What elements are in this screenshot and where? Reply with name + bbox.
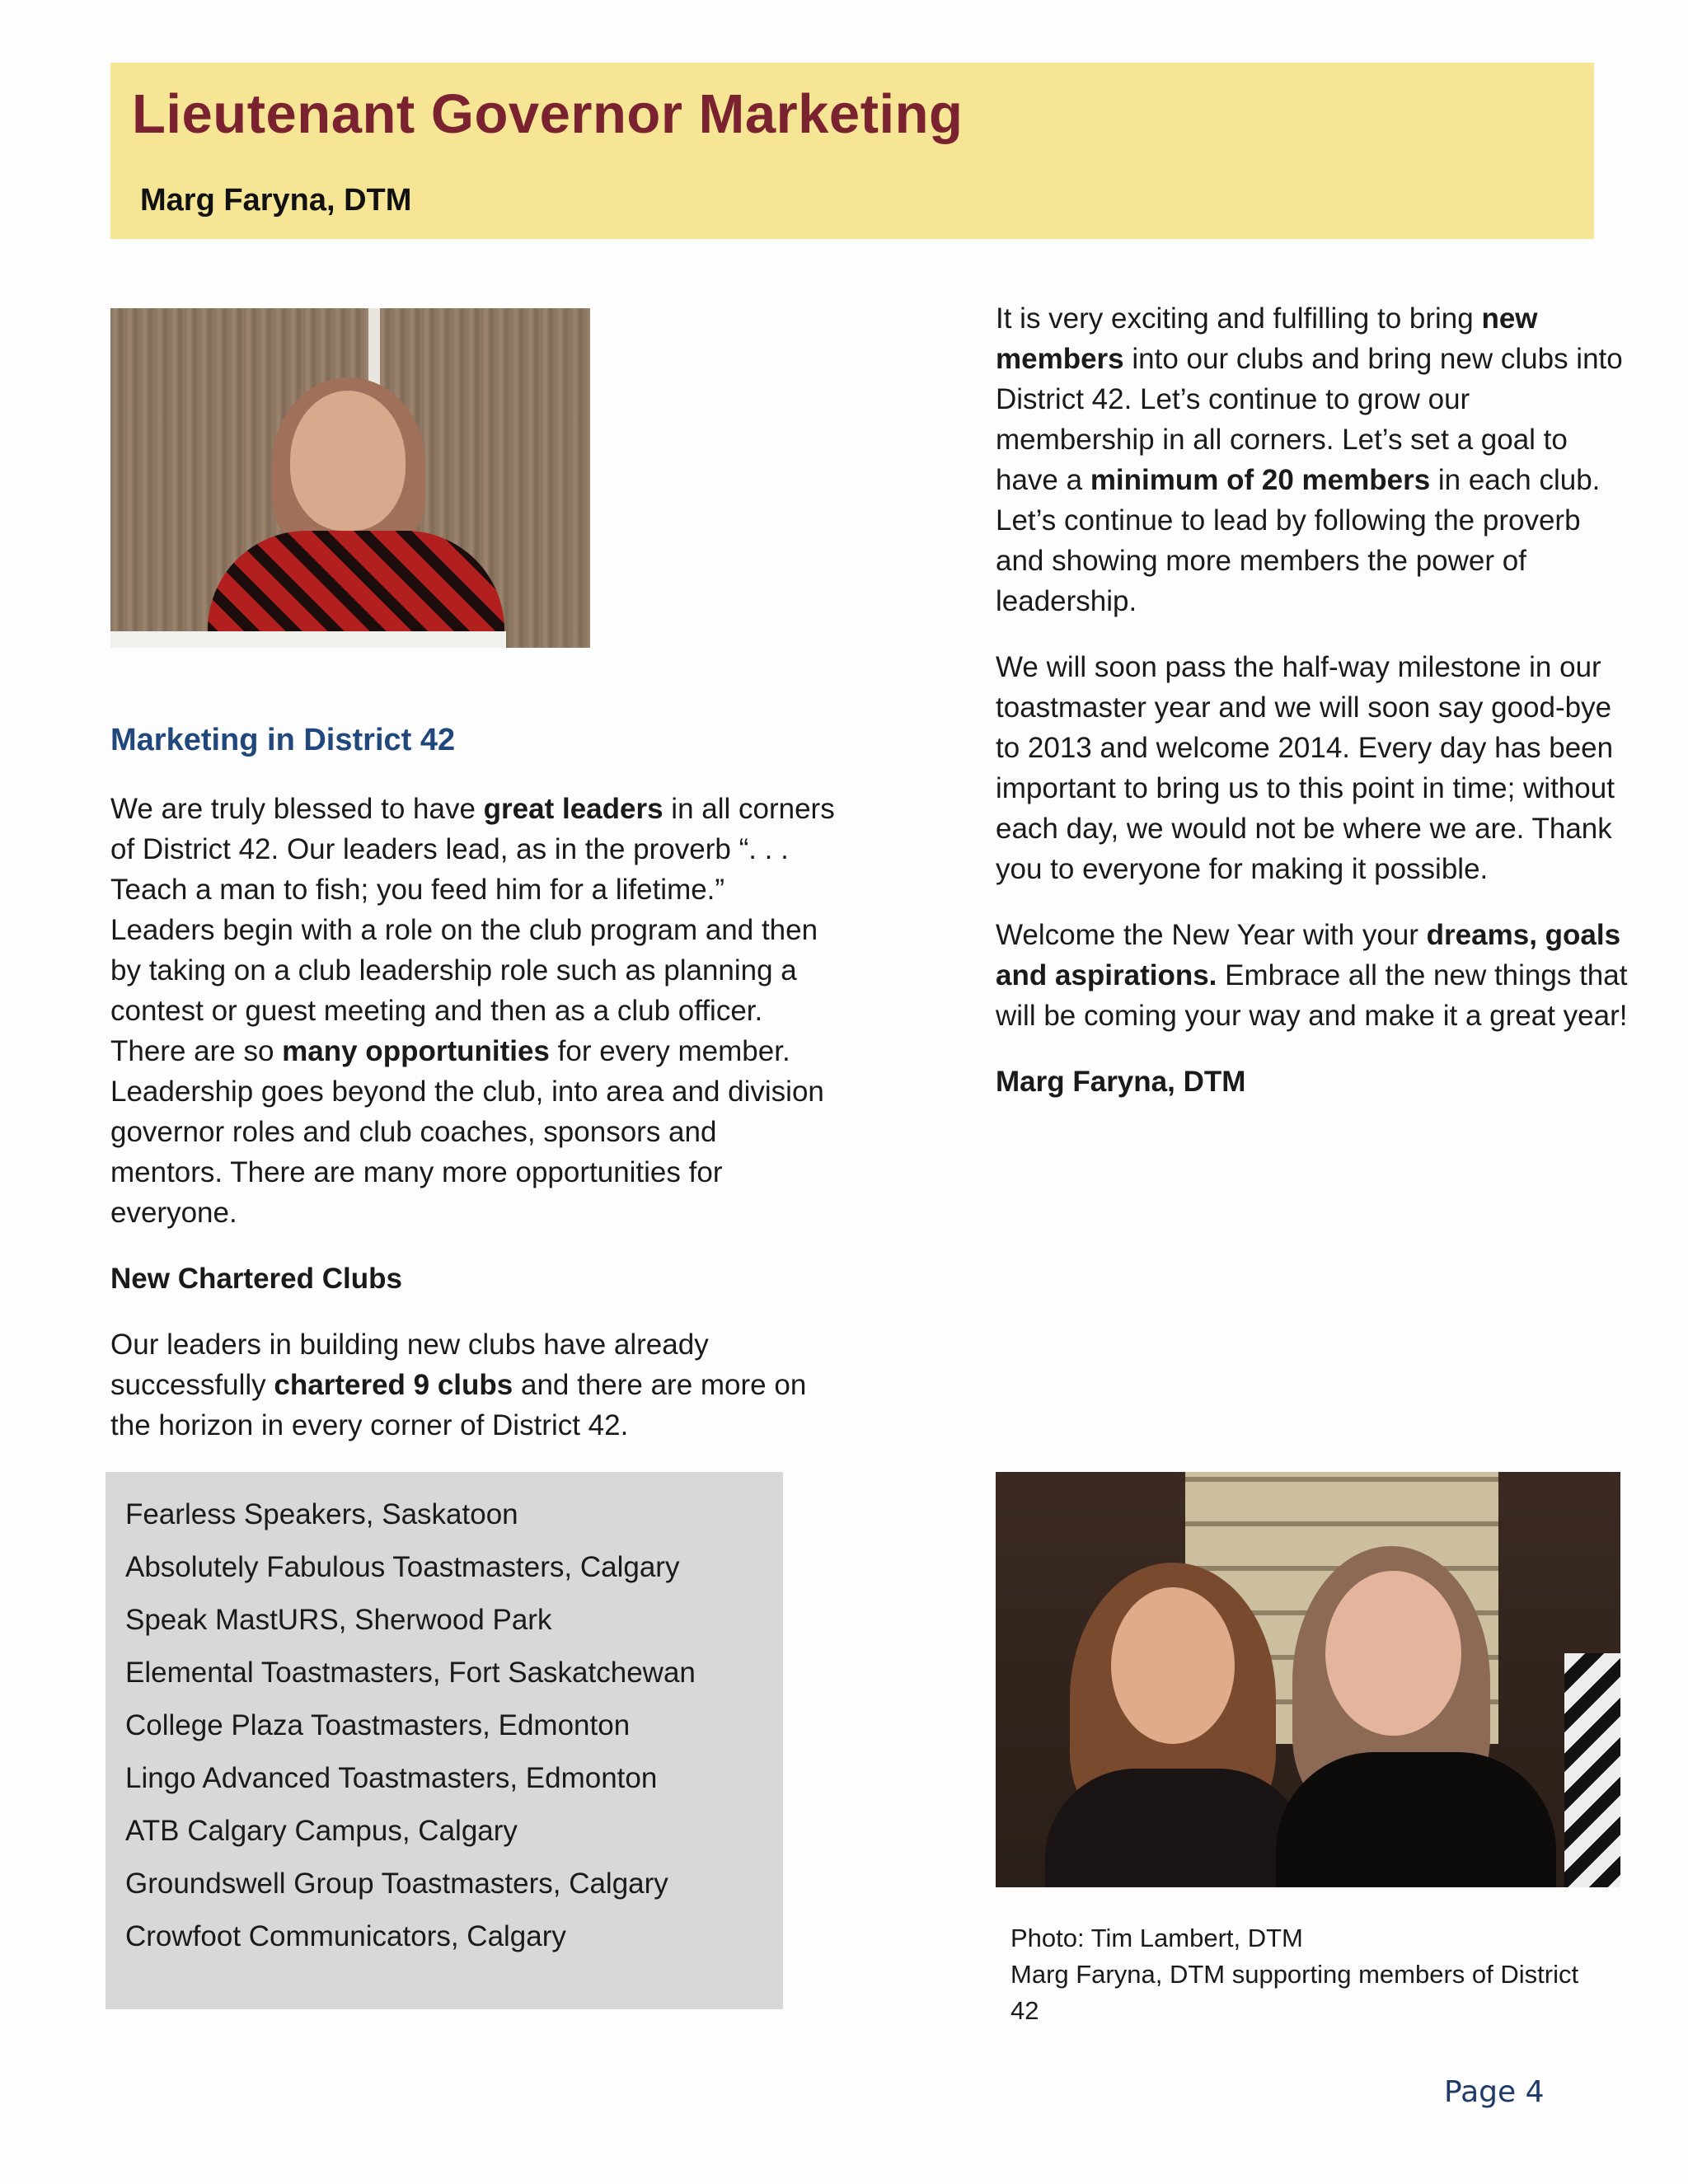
photo-description: Marg Faryna, DTM supporting members of District 42 [1010,1960,1579,2025]
club-list-item: Lingo Advanced Toastmasters, Edmonton [125,1762,658,1794]
photo-caption [1010,1920,1604,2029]
portrait-photo [110,308,590,648]
clubs-paragraph: Our leaders in building new clubs have already successfully chartered 9 clubs and there are more on the horizon in every corner of District 42. [110,1329,807,1441]
club-list [125,1488,763,1963]
club-list-item: College Plaza Toastmasters, Edmonton [125,1709,631,1741]
right-column [996,298,1630,1127]
page-number: Page 4 [1444,2075,1545,2109]
author-byline: Marg Faryna, DTM [140,183,412,218]
club-list-item: ATB Calgary Campus, Calgary [125,1815,518,1847]
new-year-paragraph: Welcome the New Year with your dreams, goals and aspirations. Embrace all the new things that will be coming your way and make it a great year! [996,919,1628,1032]
group-photo [996,1472,1620,1887]
club-list-item: Absolutely Fabulous Toastmasters, Calgary [125,1551,680,1583]
chartered-clubs-box [106,1472,783,2009]
milestone-paragraph: We will soon pass the half-way milestone in our toastmaster year and we will soon say good-bye to 2013 and welcome 2014. Every day has been important to bring us to this point in time; without each day, we would not be where we are. Thank you to everyone for making it possible. [996,651,1615,885]
club-list-item: Fearless Speakers, Saskatoon [125,1498,518,1530]
photo-credit: Photo: Tim Lambert, DTM [1010,1924,1303,1952]
club-list-item: Elemental Toastmasters, Fort Saskatchewan [125,1657,696,1689]
signature: Marg Faryna, DTM [996,1066,1246,1098]
left-column [110,720,836,1471]
header-banner [110,63,1594,239]
membership-paragraph: It is very exciting and fulfilling to bring new members into our clubs and bring new clubs into District 42. Let’s continue to grow our membership in all corners. Let’s set a goal to have a minimum of 20 members in each club. Let’s continue to lead by following the proverb and showing more members the power of leadership. [996,302,1623,617]
page-title: Lieutenant Governor Marketing [132,83,964,145]
club-list-item: Crowfoot Communicators, Calgary [125,1920,566,1952]
marketing-paragraph: We are truly blessed to have great leaders in all corners of District 42. Our leaders lead, as in the proverb “. . . Teach a man to fish; you feed him for a lifetime.” Leaders begin with a role on the club program and then by taking on a club leadership role such as planning a contest or guest meeting and then as a club officer. There are so many opportunities for every member. Leadership goes beyond the club, into area and division governor roles and club coaches, sponsors and mentors. There are many more opportunities for everyone. [110,793,835,1229]
section-heading: Marketing in District 42 [110,723,456,757]
club-list-item: Speak MastURS, Sherwood Park [125,1604,552,1636]
club-list-item: Groundswell Group Toastmasters, Calgary [125,1868,668,1900]
subsection-heading: New Chartered Clubs [110,1263,402,1295]
